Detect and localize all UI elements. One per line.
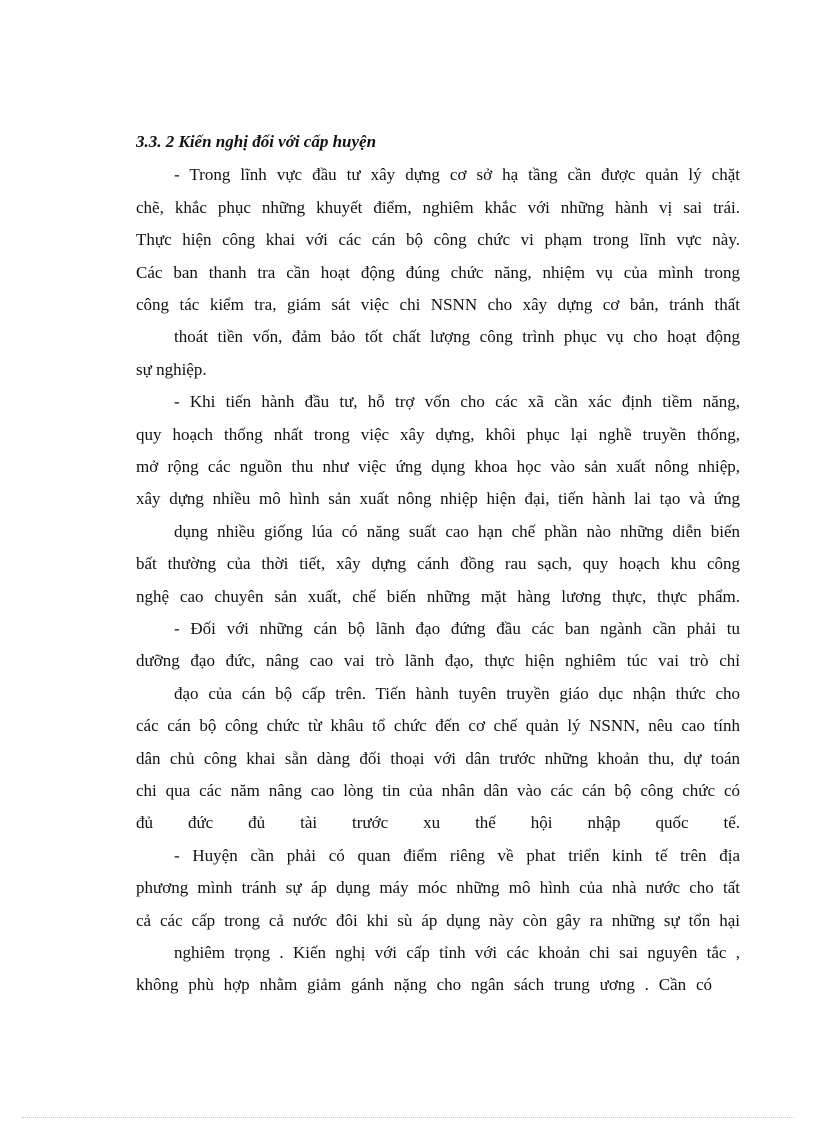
text-line: dụng nhiều giống lúa có năng suất cao hạn chế phần nào những diễn biến: [174, 522, 740, 541]
text-line: xây dựng nhiều mô hình sản xuất nông nhiệp hiện đại, tiến hành lai tạo và ứng: [136, 489, 740, 508]
text-line: quy hoạch thống nhất trong việc xây dựng, khôi phục lại nghề truyền thống,: [136, 425, 740, 444]
text-line: sự nghiệp.: [136, 360, 207, 379]
text-line: công tác kiểm tra, giám sát việc chi NSNN cho xây dựng cơ bản, tránh thất: [136, 295, 740, 314]
text-line: Các ban thanh tra cần hoạt động đúng chức năng, nhiệm vụ của mình trong: [136, 263, 740, 282]
text-line: các cán bộ công chức từ khâu tổ chức đến cơ chế quản lý NSNN, nêu cao tính: [136, 716, 740, 735]
text-line: phương mình tránh sự áp dụng máy móc những mô hình của nhà nước cho tất: [136, 878, 740, 897]
text-line: - Huyện cần phải có quan điểm riêng về phat triển kinh tế trên địa: [174, 846, 740, 865]
text-line: thoát tiền vốn, đảm bảo tốt chất lượng công trình phục vụ cho hoạt động: [174, 327, 740, 346]
text-line: đủ đức đủ tài trước xu thế hội nhập quốc tế.: [136, 813, 740, 832]
text-line: - Trong lĩnh vực đầu tư xây dựng cơ sở hạ tầng cần được quản lý chặt: [174, 165, 740, 184]
text-line: dân chủ công khai sẵn dàng đối thoại với dân trước những khoản thu, dự toán: [136, 749, 740, 768]
text-line: nghiêm trọng . Kiến nghị với cấp tỉnh với các khoản chi sai nguyên tắc ,: [174, 943, 740, 962]
text-line: - Khi tiến hành đầu tư, hỗ trợ vốn cho các xã cần xác định tiềm năng,: [174, 392, 740, 411]
text-line: bất thường của thời tiết, xây dựng cánh đồng rau sạch, quy hoạch khu công: [136, 554, 740, 573]
text-line: chi qua các năm nâng cao lòng tin của nhân dân vào các cán bộ công chức có: [136, 781, 740, 800]
text-line: - Đối với những cán bộ lãnh đạo đứng đầu các ban ngành cần phải tu: [174, 619, 740, 638]
text-line: cả các cấp trong cả nước đôi khi sù áp dụng này còn gây ra những sự tổn hại: [136, 911, 740, 930]
text-line: không phù hợp nhằm giảm gánh nặng cho ngân sách trung ương . Cần có: [136, 975, 712, 994]
text-line: Thực hiện công khai với các cán bộ công chức vi phạm trong lĩnh vực này.: [136, 230, 740, 249]
text-line: đạo của cán bộ cấp trên. Tiến hành tuyên truyền giáo dục nhận thức cho: [174, 684, 740, 703]
text-line: nghệ cao chuyên sản xuất, chế biến những mặt hàng lương thực, thực phẩm.: [136, 587, 740, 606]
text-line: chẽ, khắc phục những khuyết điểm, nghiêm khắc với những hành vị sai trái.: [136, 198, 740, 217]
section-heading: 3.3. 2 Kiến nghị đối với cấp huyện: [136, 132, 377, 151]
text-line: dưỡng đạo đức, nâng cao vai trò lãnh đạo, thực hiện nghiêm túc vai trò chỉ: [136, 651, 740, 670]
text-line: mở rộng các nguồn thu như việc ứng dụng khoa học vào sản xuất nông nhiệp,: [136, 457, 740, 476]
page-footer-rule: [22, 1117, 794, 1118]
